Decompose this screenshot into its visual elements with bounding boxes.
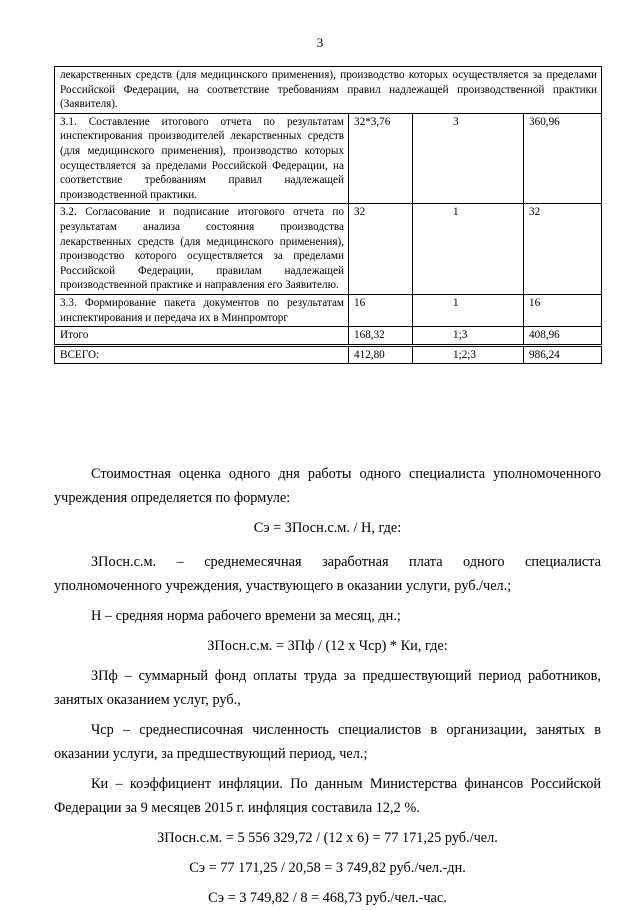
table-row	[55, 113, 602, 204]
table-cell-value: 32	[349, 204, 413, 295]
table-cell-description: 3.1. Составление итогового отчета по результатам инспектирования производителей лекарственных средств (для медицинского применения), производство которых осуществляется за пределами Российской Федерации, на соответствие требованиям правил надлежащей производственной практики.	[55, 113, 349, 204]
paragraph-zposn-definition: ЗПосн.с.м. – среднемесячная заработная плата одного специалиста уполномоченного учреждения, участвующего в оказании услуги, руб./чел.;	[54, 554, 601, 594]
table-cell-value: 16	[524, 294, 602, 326]
table-cell-grand-total-label: ВСЕГО:	[55, 345, 349, 364]
cost-table	[54, 66, 602, 364]
body-text	[54, 462, 601, 910]
formula-zposn-calc: ЗПосн.с.м. = 5 556 329,72 / (12 х 6) = 77 171,25 руб./чел.	[157, 830, 498, 846]
formula-zposn: ЗПосн.с.м. = ЗПф / (12 х Чср) * Ки, где:	[207, 638, 448, 654]
table-cell-description: 3.2. Согласование и подписание итогового отчета по результатам анализа состояния производства лекарственных средств (для медицинского применения), производство которого осуществляется за пределами Российской Федерации, правилам надлежащей производственной практике и направления его Заявителю.	[55, 204, 349, 295]
table-cell-value: 1	[413, 294, 524, 326]
page-number: 3	[316, 35, 324, 50]
formula-se-hour-calc: Сэ = 3 749,82 / 8 = 468,73 руб./чел.-час.	[208, 890, 447, 906]
table-cell-total-label: Итого	[55, 327, 349, 346]
table-cell-value: 1;3	[413, 327, 524, 346]
table-cell-continuation: лекарственных средств (для медицинского применения), производство которых осуществляется за пределами Российской Федерации, на соответствие требованиям правил надлежащей производственной практики (Заявителя).	[55, 67, 602, 114]
paragraph-formula-intro: Стоимостная оценка одного дня работы одного специалиста уполномоченного учреждения определяется по формуле:	[54, 466, 601, 506]
table-cell-value: 360,96	[524, 113, 602, 204]
table-cell-value: 3	[413, 113, 524, 204]
formula-se-day-calc: Сэ = 77 171,25 / 20,58 = 3 749,82 руб./чел.-дн.	[189, 860, 466, 876]
table-cell-value: 16	[349, 294, 413, 326]
paragraph-chsr-definition: Чср – среднесписочная численность специалистов в организации, занятых в оказании услуги, за предшествующий период, чел.;	[54, 722, 601, 762]
formula-se: Сэ = ЗПосн.с.м. / Н, где:	[253, 520, 402, 536]
table-cell-value: 986,24	[524, 345, 602, 364]
table-cell-value: 32	[524, 204, 602, 295]
table-row-total	[55, 327, 602, 346]
table-row-grand-total	[55, 345, 602, 364]
table-cell-value: 32*3,76	[349, 113, 413, 204]
paragraph-n-definition: Н – средняя норма рабочего времени за месяц, дн.;	[91, 608, 401, 624]
table-cell-value: 412,80	[349, 345, 413, 364]
table-row	[55, 204, 602, 295]
table-cell-value: 168,32	[349, 327, 413, 346]
table-row	[55, 294, 602, 326]
table-cell-value: 408,96	[524, 327, 602, 346]
paragraph-ki-definition: Ки – коэффициент инфляции. По данным Министерства финансов Российской Федерации за 9 месяцев 2015 г. инфляция составила 12,2 %.	[54, 776, 601, 816]
table-row-continuation	[55, 67, 602, 114]
table-cell-description: 3.3. Формирование пакета документов по результатам инспектирования и передача их в Минпромторг	[55, 294, 349, 326]
paragraph-zpf-definition: ЗПф – суммарный фонд оплаты труда за предшествующий период работников, занятых оказанием услуг, руб.,	[54, 668, 601, 708]
table-cell-value: 1;2;3	[413, 345, 524, 364]
table-cell-value: 1	[413, 204, 524, 295]
